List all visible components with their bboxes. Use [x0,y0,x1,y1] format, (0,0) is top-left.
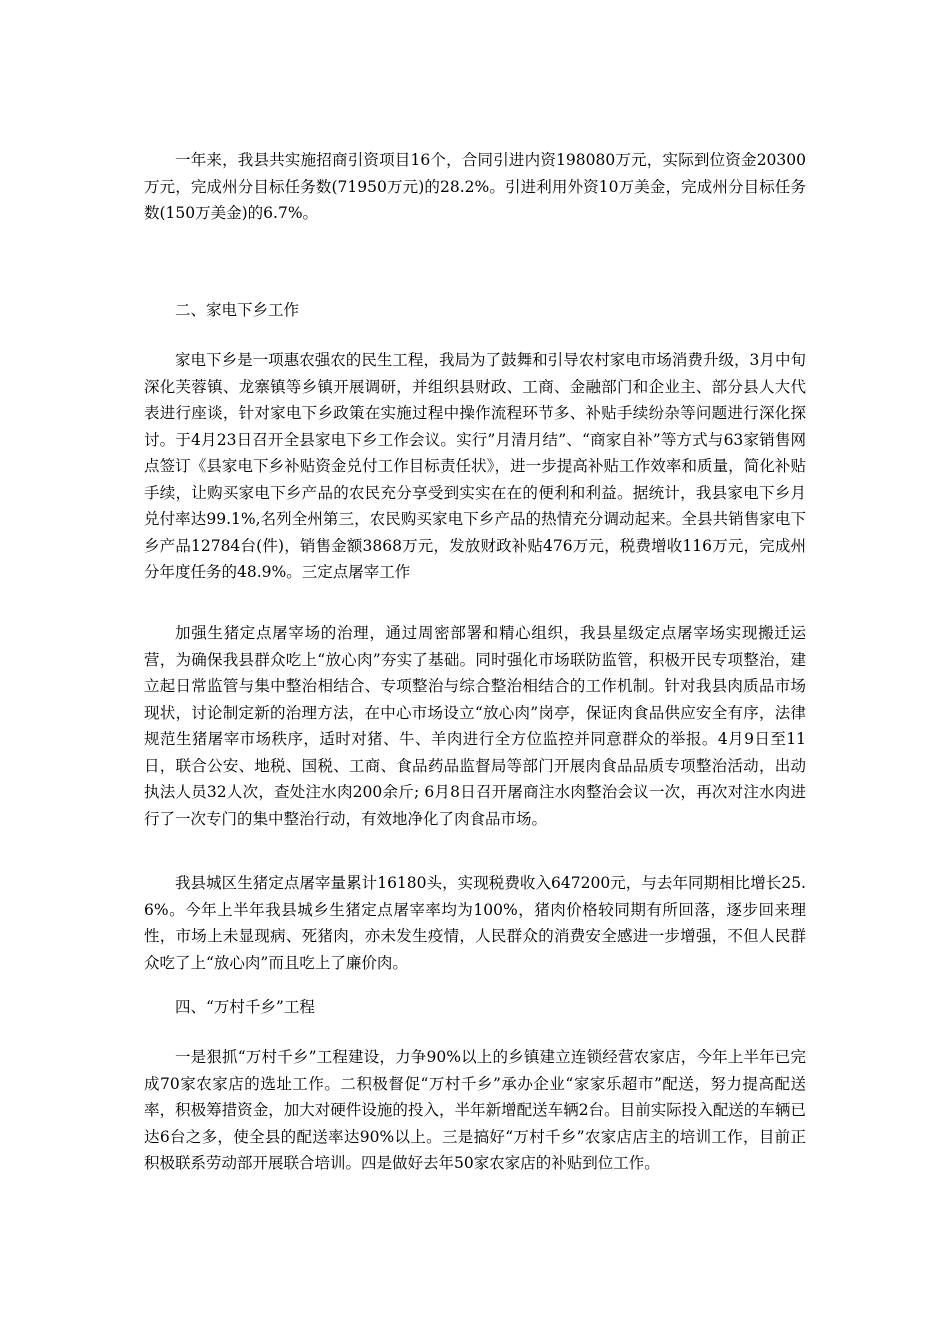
paragraph-villages: 一是狠抓“万村千乡”工程建设，力争90%以上的乡镇建立连锁经营农家店，今年上半年已完成70家农家店的选址工作。二积极督促“万村千乡”承办企业“家家乐超市”配送，努力提高配送率，积极筹措资金，加大对硬件设施的投入，半年新增配送车辆2台。目前实际投入配送的车辆已达6台之多，使全县的配送率达90%以上。三是搞好“万村千乡”农家店店主的培训工作，目前正积极联系劳动部开展联合培训。四是做好去年50家农家店的补贴到位工作。 [144,1048,806,1172]
paragraph-investment: 一年来，我县共实施招商引资项目16个，合同引进内资198080万元，实际到位资金20300万元，完成州分目标任务数(71950万元)的28.2%。引进利用外资10万美金，完成州分目标任务数(150万美金)的6.7%。 [144,151,806,222]
section-heading-villages: 四、“万村千乡”工程 [175,998,315,1016]
paragraph-slaughter-stats: 我县城区生猪定点屠宰量累计16180头，实现税费收入647200元，与去年同期相比增长25.6%。今年上半年我县城乡生猪定点屠宰率均为100%，猪肉价格较同期有所回落，逐步回来理性，市场上未显现病、死猪肉，亦未发生疫情，人民群众的消费安全感进一步增强，不但人民群众吃了上“放心肉”而且吃上了廉价肉。 [144,874,806,972]
paragraph-slaughter: 加强生猪定点屠宰场的治理，通过周密部署和精心组织，我县星级定点屠宰场实现搬迁运营，为确保我县群众吃上“放心肉”夯实了基础。同时强化市场联防监管，积极开民专项整治，建立起日常监管与集中整治相结合、专项整治与综合整治相结合的工作机制。针对我县肉质品市场现状，讨论制定新的治理方法，在中心市场设立“放心肉”岗亭，保证肉食品供应安全有序，法律规范生猪屠宰市场秩序，适时对猪、牛、羊肉进行全方位监控并同意群众的举报。4月9日至11日，联合公安、地税、国税、工商、食品药品监督局等部门开展肉食品品质专项整治活动，出动执法人员32人次，查处注水肉200余斤; 6月8日召开屠商注水肉整治会议一次，再次对注水肉进行了一次专门的集中整治行动，有效地净化了肉食品市场。 [144,624,806,828]
section-heading-appliances: 二、家电下乡工作 [175,301,300,319]
paragraph-appliances: 家电下乡是一项惠农强农的民生工程，我局为了鼓舞和引导农村家电市场消费升级，3月中旬深化芙蓉镇、龙寨镇等乡镇开展调研，并组织县财政、工商、金融部门和企业主、部分县人大代表进行座谈，针对家电下乡政策在实施过程中操作流程环节多、补贴手续纷杂等问题进行深化探讨。于4月23日召开全县家电下乡工作会议。实行”月清月结”、“商家自补”等方式与63家销售网点签订《县家电下乡补贴资金兑付工作目标责任状》，进一步提高补贴工作效率和质量，简化补贴手续，让购买家电下乡产品的农民充分享受到实实在在的便利和利益。据统计，我县家电下乡月兑付率达99.1%,名列全州第三，农民购买家电下乡产品的热情充分调动起来。全县共销售家电下乡产品12784台(件)，销售金额3868万元，发放财政补贴476万元，税费增收116万元，完成州分年度任务的48.9%。三定点屠宰工作 [144,351,806,581]
